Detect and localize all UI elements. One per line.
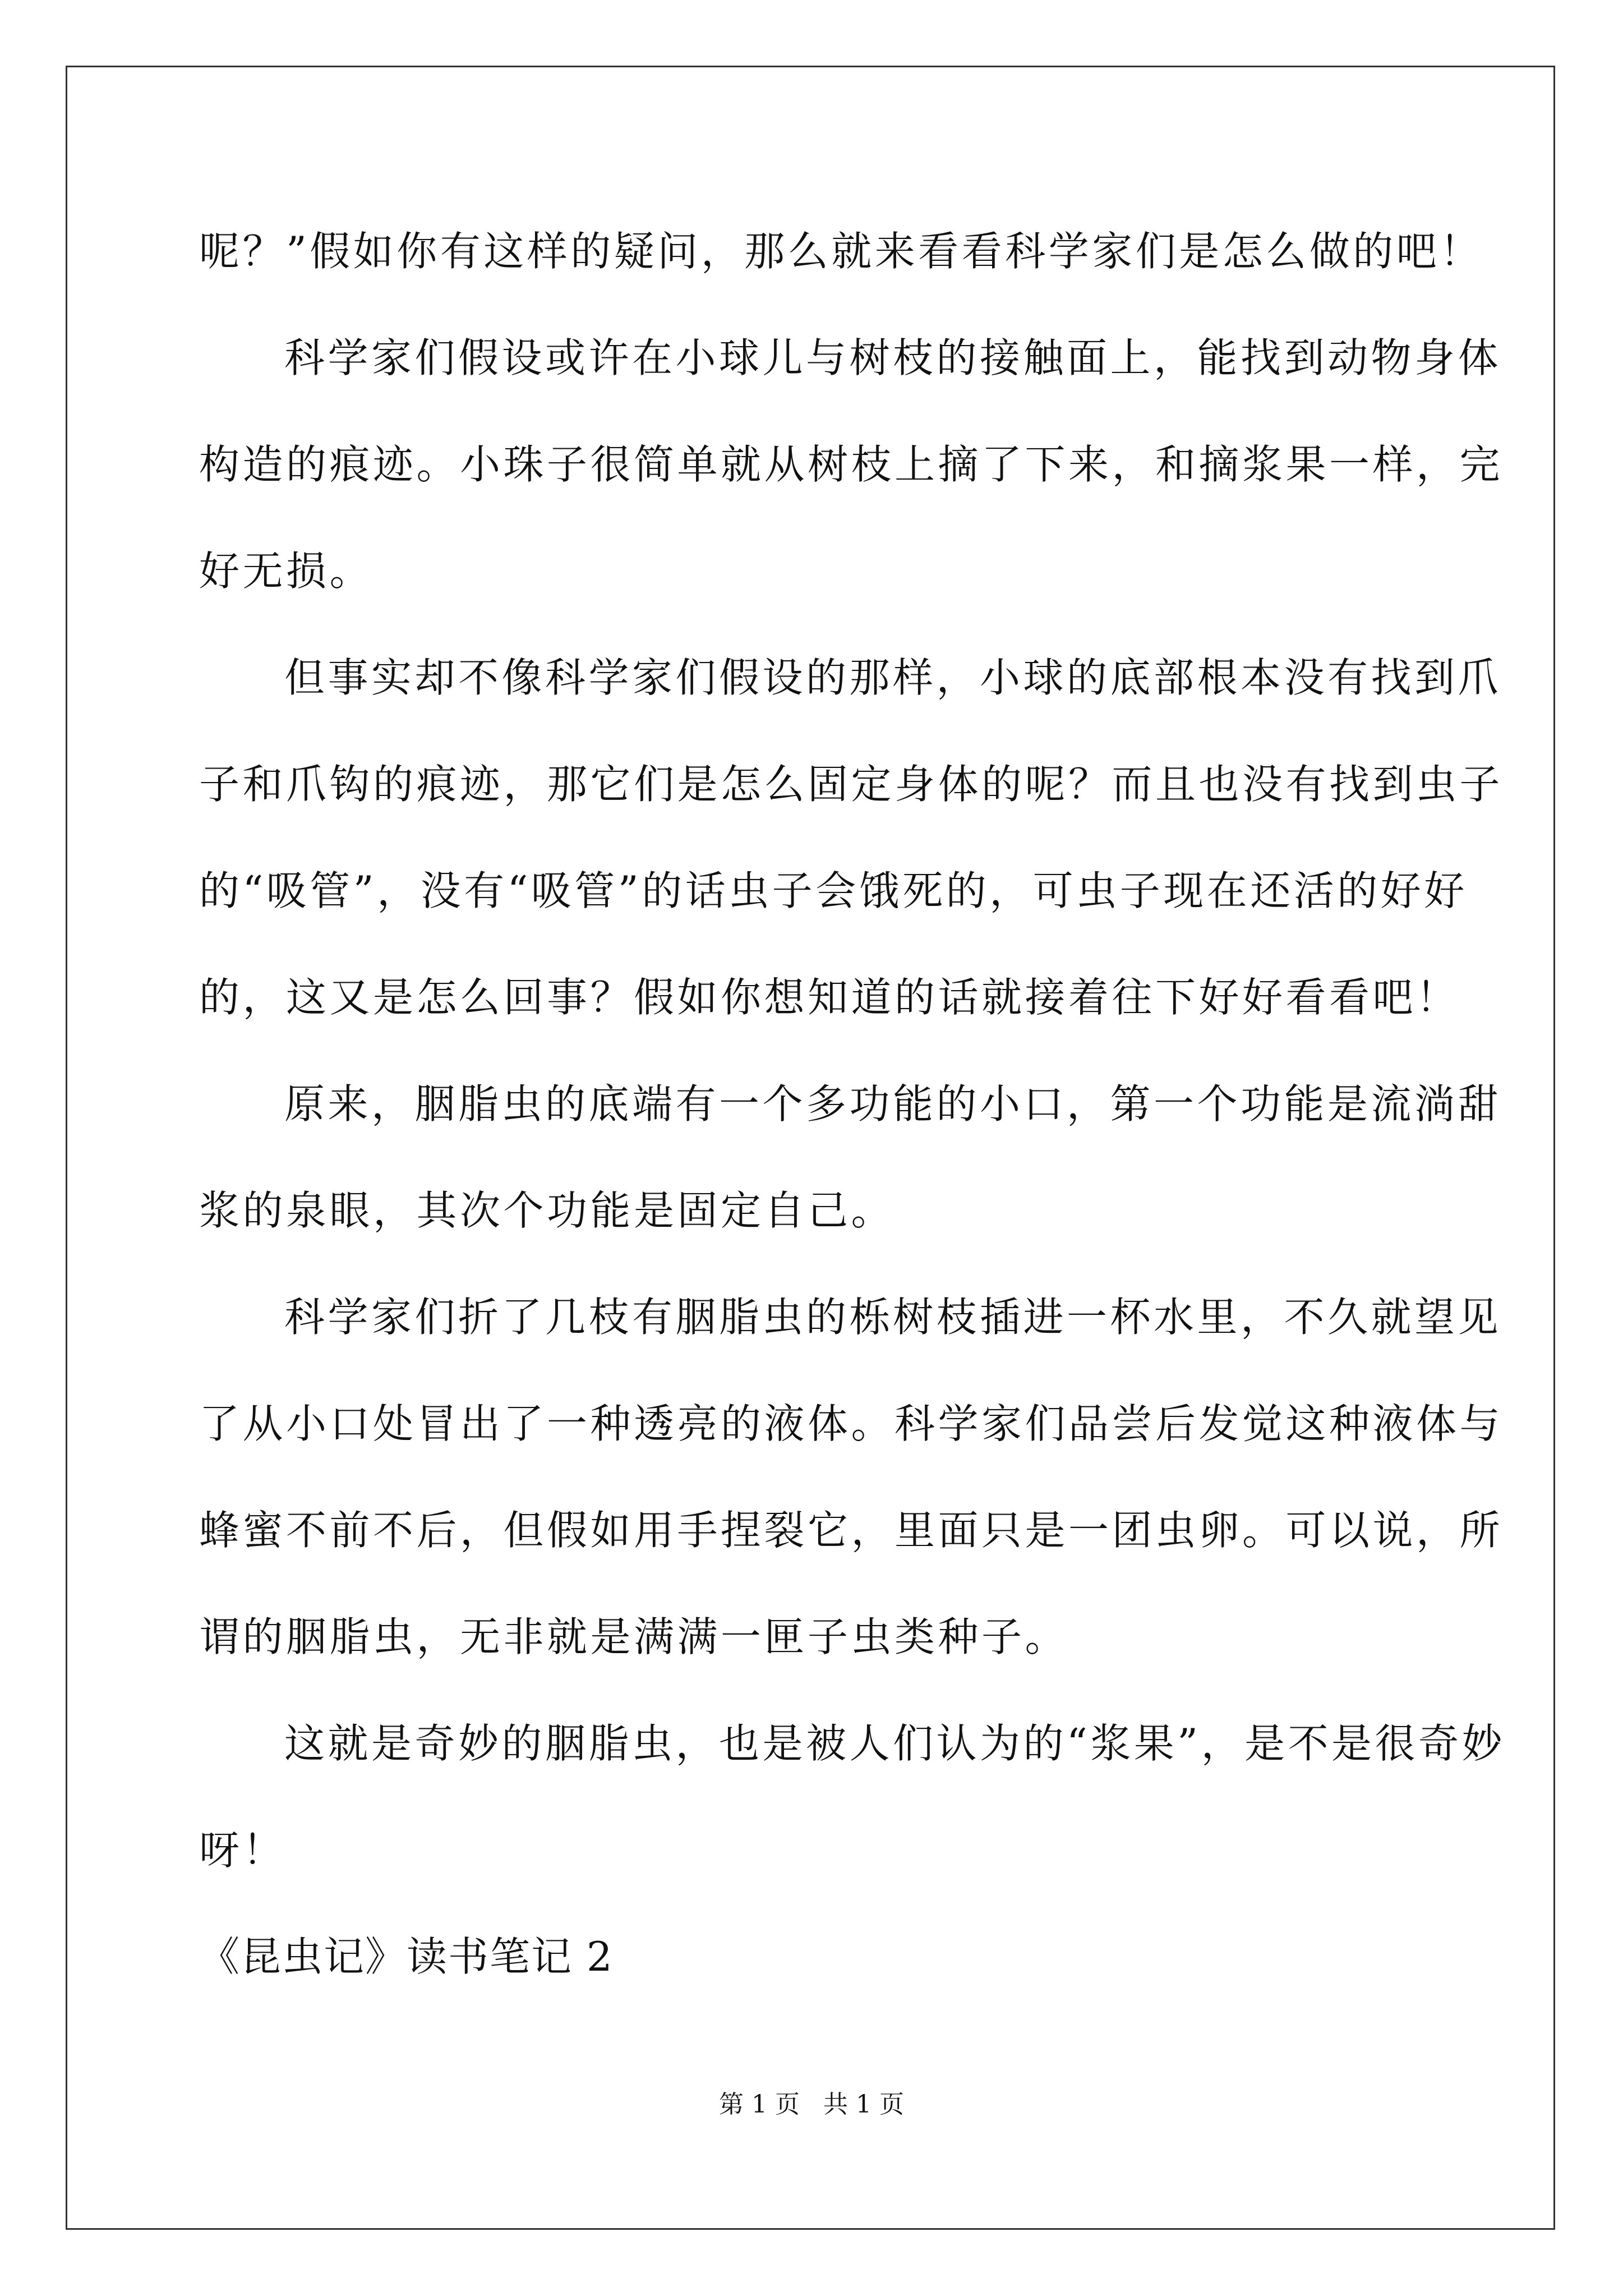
text-line: 蜂蜜不前不后，但假如用手捏裂它，里面只是一团虫卵。可以说，所 — [199, 1507, 1504, 1554]
section-heading: 《昆虫记》读书笔记 2 — [199, 1933, 614, 1980]
text-line: 这就是奇妙的胭脂虫，也是被人们认为的“浆果”，是不是很奇妙 — [284, 1720, 1506, 1767]
text-line: 浆的泉眼，其次个功能是固定自己。 — [199, 1187, 895, 1234]
text-line: 原来，胭脂虫的底端有一个多功能的小口，第一个功能是流淌甜 — [284, 1080, 1502, 1128]
text-line: 科学家们折了几枝有胭脂虫的栎树枝插进一杯水里，不久就望见 — [284, 1294, 1502, 1341]
text-line: 子和爪钩的痕迹，那它们是怎么固定身体的呢？而且也没有找到虫子 — [199, 761, 1504, 808]
page-border — [66, 66, 1555, 2230]
text-line: 呢？”假如你有这样的疑问，那么就来看看科学家们是怎么做的吧！ — [199, 228, 1483, 275]
text-line: 好无损。 — [199, 547, 374, 595]
text-line: 谓的胭脂虫，无非就是满满一匣子虫类种子。 — [199, 1613, 1069, 1660]
page-footer: 第 1 页 共 1 页 — [719, 2090, 904, 2119]
text-line: 科学家们假设或许在小球儿与树枝的接触面上，能找到动物身体 — [284, 334, 1502, 381]
text-line: 的“吸管”，没有“吸管”的话虫子会饿死的，可虫子现在还活的好好 — [199, 867, 1468, 914]
text-line: 的，这又是怎么回事？假如你想知道的话就接着往下好好看看吧！ — [199, 974, 1460, 1021]
text-line: 呀！ — [199, 1826, 287, 1874]
text-line: 构造的痕迹。小珠子很简单就从树枝上摘了下来，和摘浆果一样，完 — [199, 441, 1504, 488]
text-line: 但事实却不像科学家们假设的那样，小球的底部根本没有找到爪 — [284, 654, 1502, 701]
text-line: 了从小口处冒出了一种透亮的液体。科学家们品尝后发觉这种液体与 — [199, 1400, 1504, 1447]
